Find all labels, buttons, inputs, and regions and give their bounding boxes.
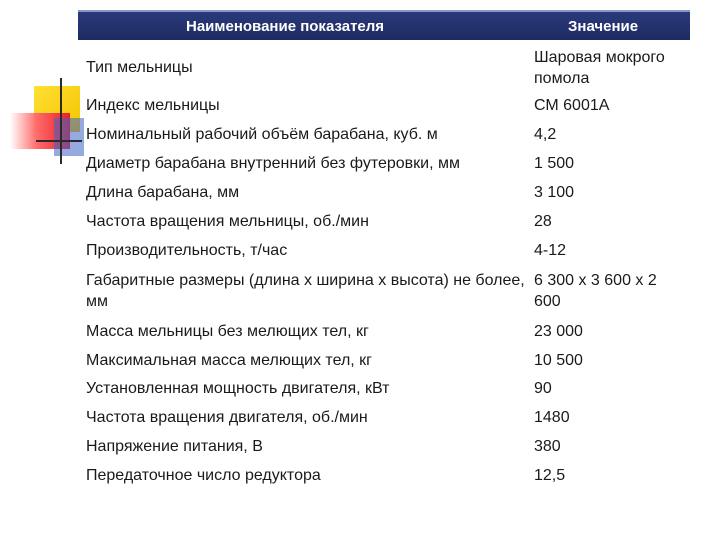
table-row xyxy=(78,236,690,265)
table-row xyxy=(78,265,690,317)
row-value: 4-12 xyxy=(534,242,567,259)
header-name: Наименование показателя xyxy=(186,17,385,35)
row-value: 3 100 xyxy=(534,184,575,201)
row-name: Индекс мельницы xyxy=(86,96,220,114)
table-row xyxy=(78,178,690,207)
row-value: 380 xyxy=(534,438,561,455)
row-name: Передаточное число редуктора xyxy=(86,467,321,484)
table-row xyxy=(78,374,690,403)
row-value: 12,5 xyxy=(534,467,566,484)
decor-horizontal-line xyxy=(36,140,82,142)
row-name: Длина барабана, мм xyxy=(86,184,240,201)
row-value: 90 xyxy=(534,380,552,397)
row-name: Максимальная масса мелющих тел, кг xyxy=(86,351,373,369)
table-row xyxy=(78,149,690,178)
row-value: 23 000 xyxy=(534,323,583,340)
row-value: 4,2 xyxy=(534,125,557,143)
row-value: Шаровая мокрого помола xyxy=(534,48,665,87)
row-name: Напряжение питания, В xyxy=(86,438,263,455)
table-row xyxy=(78,317,690,346)
row-value: 10 500 xyxy=(534,351,583,369)
table-row xyxy=(78,461,690,490)
row-name: Номинальный рабочий объём барабана, куб. м xyxy=(86,125,438,143)
table-row xyxy=(78,403,690,432)
row-name: Габаритные размеры (длина х ширина х высота) не более, мм xyxy=(86,272,525,310)
header-value: Значение xyxy=(568,17,639,35)
table-row xyxy=(78,207,690,236)
row-name: Масса мельницы без мелющих тел, кг xyxy=(86,323,369,340)
table-row xyxy=(78,119,690,149)
row-name: Тип мельницы xyxy=(86,59,193,76)
table-row xyxy=(78,432,690,461)
specs-table xyxy=(78,10,690,490)
row-value: 28 xyxy=(534,213,552,230)
row-name: Частота вращения двигателя, об./мин xyxy=(86,409,368,426)
table-row xyxy=(78,91,690,119)
row-name: Установленная мощность двигателя, кВт xyxy=(86,380,390,397)
decor-vertical-line xyxy=(60,78,62,164)
row-value: 6 300 х 3 600 х 2 600 xyxy=(534,272,657,310)
row-name: Частота вращения мельницы, об./мин xyxy=(86,213,369,230)
table-row xyxy=(78,346,690,374)
row-value: СМ 6001А xyxy=(534,96,610,114)
table-header xyxy=(78,10,690,40)
table-row xyxy=(78,44,690,91)
row-name: Диаметр барабана внутренний без футеровки, мм xyxy=(86,155,460,172)
row-value: 1 500 xyxy=(534,155,575,172)
row-name: Производительность, т/час xyxy=(86,242,288,259)
row-value: 1480 xyxy=(534,409,570,426)
